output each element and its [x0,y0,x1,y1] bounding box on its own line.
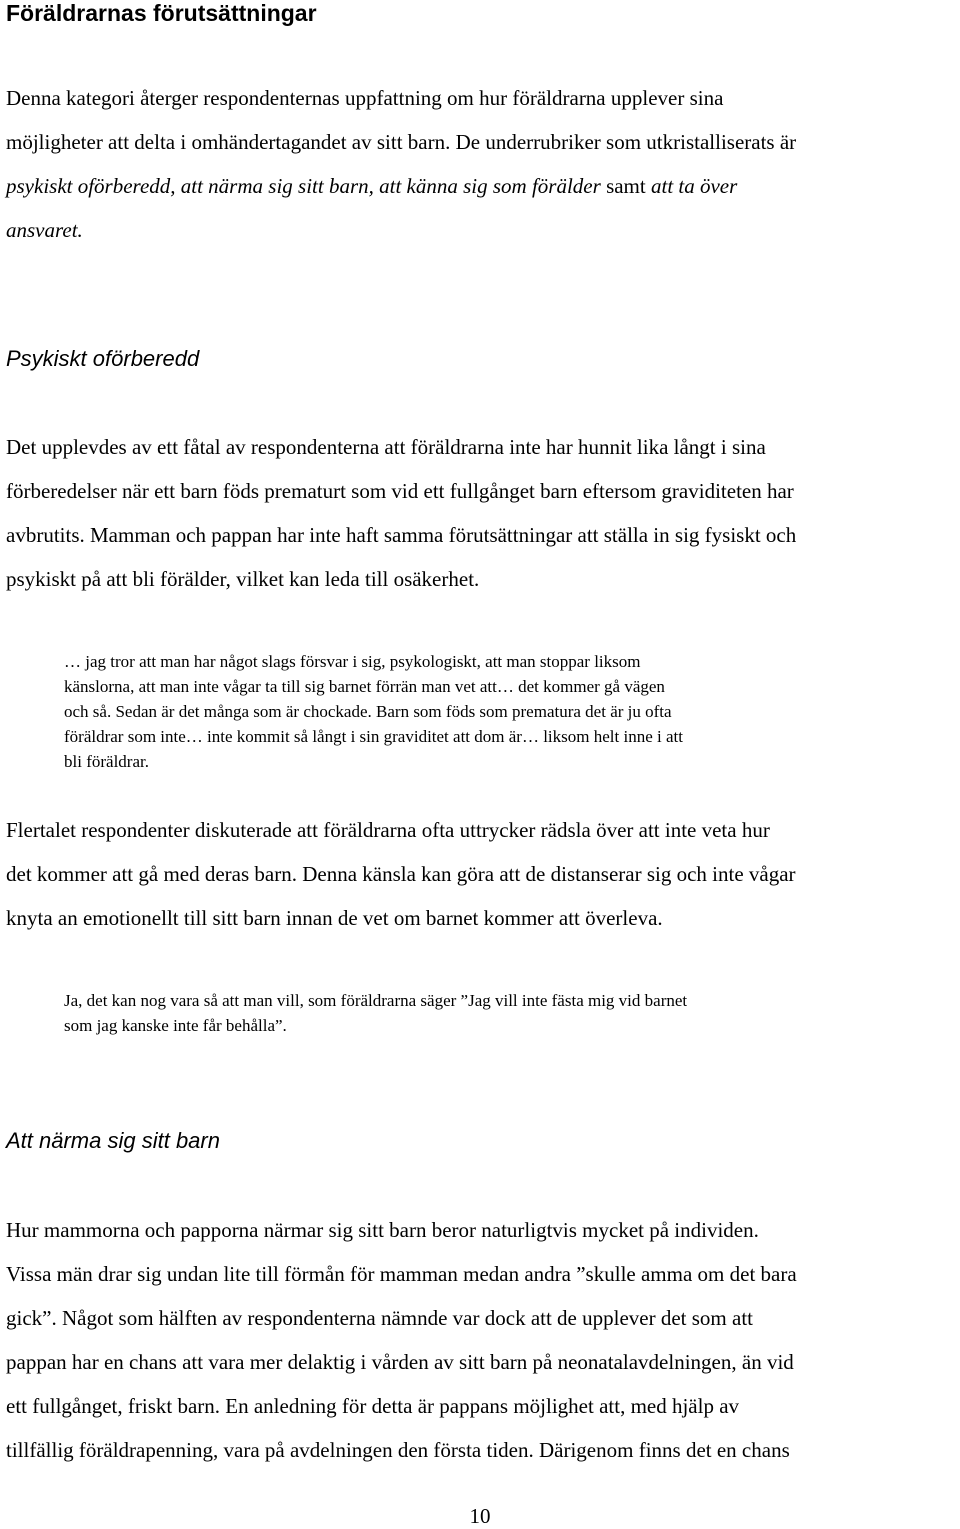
quote-line: känslorna, att man inte vågar ta till sig barnet förrän man vet att… det kommer gå vägen [64,677,665,696]
intro-paragraph [6,76,960,252]
paragraph-line: Hur mammorna och papporna närmar sig sitt barn beror naturligtvis mycket på individen. [6,1218,759,1242]
paragraph-line: gick”. Något som hälften av respondenterna nämnde var dock att de upplever det som att [6,1306,753,1330]
intro-line: möjligheter att delta i omhändertagandet av sitt barn. De underrubriker som utkristalliserats är [6,130,797,154]
section-title: Föräldrarnas förutsättningar [6,0,317,26]
intro-line: Denna kategori återger respondenternas uppfattning om hur föräldrarna upplever sina [6,86,724,110]
intro-italic-term: att ta över [650,174,738,198]
paragraph-line: förberedelser när ett barn föds prematurt som vid ett fullgånget barn eftersom graviditeten har [6,479,794,503]
intro-line [6,208,960,252]
body-paragraph [6,1208,960,1472]
intro-italic-term-end: ansvaret. [6,218,83,242]
intro-line [6,164,960,208]
paragraph-line: knyta an emotionellt till sitt barn innan de vet om barnet kommer att överleva. [6,906,663,930]
paragraph-line: Vissa män drar sig undan lite till förmån för mamman medan andra ”skulle amma om det bara [6,1262,797,1286]
paragraph-line: psykiskt på att bli förälder, vilket kan leda till osäkerhet. [6,567,480,591]
quote-line: som jag kanske inte får behålla”. [64,1016,287,1035]
paragraph-line: det kommer att gå med deras barn. Denna känsla kan göra att de distanserar sig och inte vågar [6,862,796,886]
paragraph-line: Det upplevdes av ett fåtal av respondenterna att föräldrarna inte har hunnit lika långt i sina [6,435,766,459]
page-number: 10 [469,1504,491,1528]
subsection-heading: Psykiskt oförberedd [6,346,200,371]
quote-line: föräldrar som inte… inte kommit så långt i sin graviditet att dom är… liksom helt inne i att [64,727,683,746]
intro-conjunction: samt [600,174,651,198]
block-quote [64,988,687,1038]
body-paragraph [6,425,960,601]
intro-italic-terms: psykiskt oförberedd, att närma sig sitt barn, att känna sig som förälder [6,174,601,198]
quote-line: … jag tror att man har något slags försvar i sig, psykologiskt, att man stoppar liksom [64,652,641,671]
paragraph-line: pappan har en chans att vara mer delaktig i vården av sitt barn på neonatalavdelningen, än vid [6,1350,794,1374]
paragraph-line: tillfällig föräldrapenning, vara på avdelningen den första tiden. Därigenom finns det en chans [6,1438,790,1462]
quote-line: Ja, det kan nog vara så att man vill, som föräldrarna säger ”Jag vill inte fästa mig vid barnet [64,991,688,1010]
body-paragraph [6,808,960,940]
block-quote [64,649,683,774]
paragraph-line: Flertalet respondenter diskuterade att föräldrarna ofta uttrycker rädsla över att inte veta hur [6,818,770,842]
paragraph-line: avbrutits. Mamman och pappan har inte haft samma förutsättningar att ställa in sig fysiskt och [6,523,797,547]
quote-line: och så. Sedan är det många som är chockade. Barn som föds som prematura det är ju ofta [64,702,672,721]
subsection-heading: Att närma sig sitt barn [6,1128,220,1153]
paragraph-line: ett fullgånget, friskt barn. En anledning för detta är pappans möjlighet att, med hjälp av [6,1394,740,1418]
quote-line: bli föräldrar. [64,752,149,771]
